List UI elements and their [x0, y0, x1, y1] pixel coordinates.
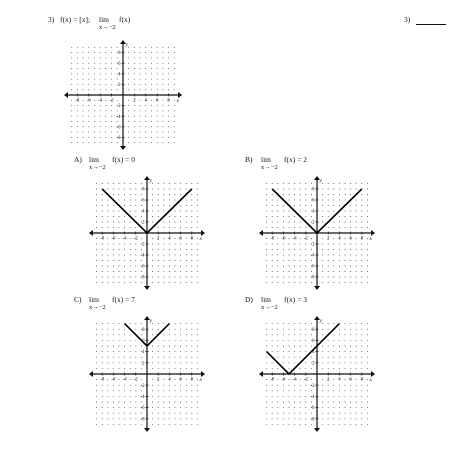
y-tick-label: -6 [310, 264, 315, 270]
option-d-rhs: f(x) = 3 [284, 295, 307, 304]
x-tick-label: 4 [168, 236, 171, 242]
problem-number: 3) [48, 15, 55, 24]
x-tick-label: 6 [179, 236, 182, 242]
x-axis-label: x [369, 236, 372, 242]
y-tick-label: -8 [310, 417, 315, 423]
given-graph [60, 36, 186, 154]
x-tick-label: -2 [303, 377, 308, 383]
x-tick-label: -2 [133, 377, 138, 383]
y-tick-label: 4 [118, 72, 121, 78]
y-tick-label: 6 [312, 198, 315, 204]
x-axis-label: x [176, 98, 179, 104]
y-tick-label: -6 [116, 125, 121, 131]
y-arrow-down-icon [144, 428, 150, 432]
x-tick-label: 2 [326, 377, 330, 383]
x-axis-label: x [199, 377, 202, 383]
x-tick-label: -4 [292, 377, 297, 383]
lim-subscript: x→−2 [261, 163, 278, 171]
answer-blank[interactable] [416, 24, 446, 25]
y-tick-label: 4 [312, 350, 315, 356]
y-tick-label: 4 [312, 209, 315, 215]
lim-subscript: x→−2 [89, 303, 106, 311]
y-tick-label: 8 [142, 327, 145, 333]
x-tick-label: -6 [111, 236, 116, 242]
y-axis-label: y [319, 178, 322, 184]
option-c-letter: C) [74, 295, 82, 304]
x-tick-label: 2 [156, 377, 160, 383]
y-axis-label: y [319, 318, 322, 324]
y-tick-label: -8 [140, 275, 145, 281]
y-tick-label: 8 [118, 51, 121, 57]
x-tick-label: -4 [292, 236, 297, 242]
x-tick-label: 4 [144, 98, 148, 104]
y-tick-label: 6 [312, 339, 315, 344]
x-tick-label: 8 [360, 236, 364, 242]
y-arrow-down-icon [314, 428, 320, 432]
x-tick-label: 4 [338, 236, 341, 242]
lim-word: lim [89, 295, 100, 304]
x-arrow-left-icon [64, 92, 68, 98]
function-line [267, 324, 340, 374]
option-c-graph[interactable] [85, 312, 209, 436]
y-tick-label: -2 [140, 242, 145, 248]
y-arrow-down-icon [120, 146, 126, 150]
option-d-limit [261, 296, 278, 311]
x-tick-label: 6 [349, 236, 352, 242]
y-tick-label: 6 [142, 198, 145, 204]
y-tick-label: 2 [312, 361, 315, 367]
x-tick-label: -4 [98, 98, 103, 104]
lim-subscript: x→−2 [261, 303, 278, 311]
y-tick-label: 2 [118, 83, 121, 88]
option-a-graph[interactable] [85, 172, 209, 294]
x-tick-label: -8 [100, 236, 105, 242]
x-tick-label: -8 [100, 377, 105, 383]
y-axis-label: y [149, 178, 152, 184]
lim-word: lim [89, 155, 100, 164]
x-tick-label: 2 [133, 98, 136, 104]
option-d-graph[interactable] [255, 312, 379, 436]
y-tick-label: -8 [310, 275, 315, 281]
x-tick-label: 4 [338, 377, 341, 383]
y-tick-label: -4 [140, 395, 145, 400]
option-b-graph[interactable] [255, 172, 379, 294]
x-tick-label: 8 [167, 98, 170, 104]
x-arrow-left-icon [89, 230, 93, 236]
y-tick-label: -6 [140, 406, 145, 412]
problem-limit-of: f(x) [119, 15, 131, 24]
y-tick-label: 2 [312, 220, 315, 226]
option-a-limit [89, 156, 106, 171]
y-tick-label: 8 [142, 187, 145, 193]
y-tick-label: -6 [310, 406, 315, 412]
lim-word: lim [261, 295, 272, 304]
problem-limit [99, 16, 116, 31]
x-tick-label: 2 [156, 236, 160, 242]
x-arrow-left-icon [259, 230, 263, 236]
x-tick-label: -6 [111, 377, 116, 383]
x-tick-label: -2 [303, 236, 308, 242]
option-b-limit [261, 156, 278, 171]
x-tick-label: -4 [122, 377, 127, 383]
x-tick-label: -8 [270, 236, 275, 242]
x-tick-label: 8 [360, 377, 364, 383]
y-tick-label: -2 [140, 383, 145, 389]
y-tick-label: -4 [116, 114, 121, 120]
y-tick-label: 4 [142, 209, 145, 215]
option-b-letter: B) [245, 155, 253, 164]
y-tick-label: -2 [310, 242, 315, 248]
y-tick-label: 4 [142, 350, 145, 356]
y-tick-label: -4 [310, 253, 315, 259]
y-tick-label: -8 [116, 136, 121, 141]
answer-number: 3) [404, 15, 411, 24]
y-tick-label: 2 [142, 361, 145, 367]
x-tick-label: -6 [281, 236, 286, 242]
x-tick-label: 6 [179, 377, 182, 383]
x-tick-label: -6 [281, 377, 286, 383]
x-axis-label: x [199, 236, 202, 242]
y-tick-label: 8 [312, 187, 315, 193]
x-tick-label: -2 [109, 98, 114, 104]
x-arrow-left-icon [259, 371, 263, 377]
y-tick-label: -8 [140, 417, 145, 423]
problem-function: f(x) = [x]; [60, 15, 91, 24]
lim-word: lim [99, 15, 110, 24]
x-tick-label: -8 [270, 377, 275, 383]
y-arrow-down-icon [314, 286, 320, 290]
option-a-letter: A) [74, 155, 82, 164]
x-axis-label: x [369, 377, 372, 383]
y-axis-label: y [149, 318, 152, 324]
option-c-limit [89, 296, 106, 311]
x-tick-label: 6 [349, 377, 352, 383]
x-tick-label: -4 [122, 236, 127, 242]
lim-subscript: x→−2 [89, 163, 106, 171]
y-tick-label: 8 [312, 327, 315, 333]
y-arrow-down-icon [144, 286, 150, 290]
x-tick-label: 4 [168, 377, 171, 383]
option-c-rhs: f(x) = 7 [112, 295, 135, 304]
y-tick-label: -2 [116, 104, 121, 110]
y-tick-label: -4 [140, 253, 145, 259]
y-axis-label: y [125, 42, 128, 48]
y-tick-label: -2 [310, 383, 315, 389]
y-tick-label: 2 [142, 220, 145, 226]
y-tick-label: 6 [142, 339, 145, 344]
lim-word: lim [261, 155, 272, 164]
option-a-rhs: f(x) = 0 [112, 155, 135, 164]
x-arrow-left-icon [89, 371, 93, 377]
option-d-letter: D) [245, 295, 253, 304]
y-tick-label: -6 [140, 264, 145, 270]
x-tick-label: -8 [75, 98, 80, 104]
x-tick-label: -2 [133, 236, 138, 242]
x-tick-label: 8 [190, 236, 194, 242]
y-tick-label: 6 [118, 61, 121, 67]
x-tick-label: 6 [155, 98, 159, 104]
option-b-rhs: f(x) = 2 [284, 155, 307, 164]
x-tick-label: 2 [326, 236, 330, 242]
x-tick-label: 8 [190, 377, 194, 383]
lim-subscript: x→−2 [99, 23, 116, 31]
x-tick-label: -6 [86, 98, 91, 104]
y-tick-label: -4 [310, 395, 315, 400]
